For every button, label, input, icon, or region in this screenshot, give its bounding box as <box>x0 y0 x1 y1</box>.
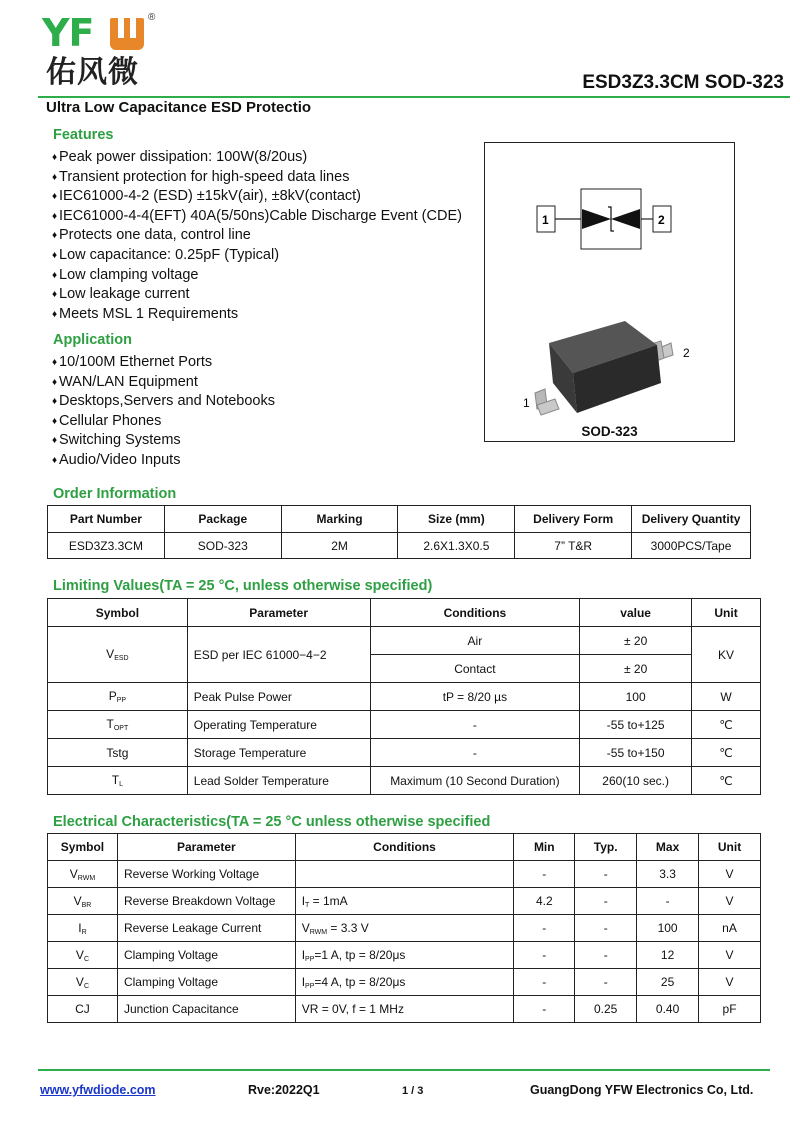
limiting-values-heading: Limiting Values(TA = 25 °C, unless otherwise specified) <box>53 578 433 594</box>
symbol-text: CJ <box>75 1001 90 1016</box>
registered-mark: ® <box>148 12 156 23</box>
list-item-text: WAN/LAN Equipment <box>59 373 198 390</box>
condition-text: V <box>301 920 310 935</box>
order-info-table <box>47 505 751 559</box>
package-diagram-box <box>484 142 735 442</box>
symbol-cell <box>48 969 118 996</box>
conditions-cell <box>295 861 514 888</box>
col-header: Typ. <box>575 834 637 861</box>
list-item <box>52 187 462 207</box>
bidirectional-tvs-symbol <box>537 189 671 249</box>
bullet-icon: ♦ <box>52 171 58 183</box>
typ-cell: 0.25 <box>575 996 637 1023</box>
parameter-cell: Operating Temperature <box>187 711 370 739</box>
parameter-cell: Lead Solder Temperature <box>187 767 370 795</box>
limiting-values-table <box>47 598 761 795</box>
condition-text: I <box>301 893 306 908</box>
bullet-icon: ♦ <box>52 308 58 320</box>
symbol-cell <box>48 767 188 795</box>
value-cell: -55 to+125 <box>580 711 692 739</box>
list-item <box>52 207 462 227</box>
parameter-cell: Junction Capacitance <box>117 996 295 1023</box>
unit-cell: ℃ <box>692 739 761 767</box>
list-item-text: Peak power dissipation: 100W(8/20us) <box>59 149 308 165</box>
max-cell: 12 <box>637 942 699 969</box>
symbol-text: V <box>75 947 84 962</box>
table-row <box>48 861 761 888</box>
parameter-cell: Reverse Breakdown Voltage <box>117 888 295 915</box>
header-divider <box>38 96 790 98</box>
list-item-text: Low leakage current <box>59 286 190 303</box>
table-cell: 7” T&R <box>515 533 632 559</box>
conditions-cell <box>295 969 514 996</box>
schematic-pin2-label: 2 <box>658 213 665 227</box>
symbol-text: V <box>69 866 78 881</box>
symbol-cell <box>48 942 118 969</box>
table-row <box>48 711 761 739</box>
symbol-subscript: C <box>83 955 89 963</box>
schematic-pin1-label: 1 <box>542 213 549 227</box>
bullet-icon: ♦ <box>52 210 58 222</box>
col-header: Size (mm) <box>398 506 515 533</box>
unit-cell: V <box>699 888 761 915</box>
symbol-subscript: L <box>119 781 124 788</box>
list-item-text: Protects one data, control line <box>59 227 251 244</box>
table-row <box>48 888 761 915</box>
unit-cell: nA <box>699 915 761 942</box>
symbol-subscript: RWM <box>77 874 96 882</box>
company-logo <box>42 12 162 92</box>
conditions-cell <box>295 996 514 1023</box>
package-label: SOD-323 <box>581 424 638 439</box>
table-header-row <box>48 599 761 627</box>
typ-cell: - <box>575 888 637 915</box>
footer-divider <box>38 1069 770 1071</box>
bullet-icon: ♦ <box>52 454 58 466</box>
symbol-text: V <box>73 893 82 908</box>
symbol-text: P <box>108 689 117 703</box>
list-item-text: Switching Systems <box>59 432 181 449</box>
list-item <box>52 392 275 412</box>
condition-text: = 1mA <box>309 893 348 908</box>
symbol-text: I <box>78 920 82 935</box>
bullet-icon: ♦ <box>52 376 58 388</box>
condition-subscript: PP <box>305 982 315 990</box>
col-header: Max <box>637 834 699 861</box>
value-cell: 100 <box>580 683 692 711</box>
table-row <box>48 627 761 655</box>
table-cell: SOD-323 <box>164 533 281 559</box>
unit-cell: ℃ <box>692 711 761 739</box>
col-header: Package <box>164 506 281 533</box>
bullet-icon: ♦ <box>52 415 58 427</box>
table-row <box>48 942 761 969</box>
website-link[interactable]: www.yfwdiode.com <box>40 1083 156 1097</box>
table-header-row <box>48 506 751 533</box>
col-header: Parameter <box>117 834 295 861</box>
symbol-cell <box>48 915 118 942</box>
unit-cell: V <box>699 861 761 888</box>
electrical-characteristics-heading: Electrical Characteristics(TA = 25 °C unless otherwise specified <box>53 814 491 830</box>
unit-cell: V <box>699 969 761 996</box>
symbol-cell <box>48 996 118 1023</box>
col-header: Parameter <box>187 599 370 627</box>
max-cell: 25 <box>637 969 699 996</box>
unit-cell: KV <box>692 627 761 683</box>
logo-text: YF <box>42 11 94 55</box>
logo-mark <box>110 18 144 50</box>
condition-text: =4 A, tp = 8/20μs <box>314 974 406 989</box>
list-item <box>52 285 462 305</box>
bullet-icon: ♦ <box>52 435 58 447</box>
conditions-cell: tP = 8/20 µs <box>370 683 580 711</box>
typ-cell: - <box>575 915 637 942</box>
condition-subscript: T <box>305 901 310 909</box>
list-item-text: Audio/Video Inputs <box>59 451 181 468</box>
col-header: Delivery Quantity <box>632 506 751 533</box>
col-header: Min <box>514 834 575 861</box>
bullet-icon: ♦ <box>52 152 58 163</box>
condition-text: =1 A, tp = 8/20μs <box>314 947 406 962</box>
list-item <box>52 373 275 393</box>
col-header: Marking <box>281 506 398 533</box>
list-item-text: Desktops,Servers and Notebooks <box>59 393 275 410</box>
value-cell: ± 20 <box>580 655 692 683</box>
table-row <box>48 767 761 795</box>
conditions-cell: - <box>370 711 580 739</box>
symbol-subscript: OPT <box>113 725 129 732</box>
bullet-icon: ♦ <box>52 269 58 281</box>
symbol-cell <box>48 683 188 711</box>
symbol-cell <box>48 711 188 739</box>
bullet-icon: ♦ <box>52 357 58 368</box>
col-header: value <box>580 599 692 627</box>
features-heading: Features <box>53 127 114 143</box>
sod323-package-image <box>535 321 673 415</box>
min-cell: 4.2 <box>514 888 575 915</box>
bullet-icon: ♦ <box>52 191 58 203</box>
conditions-cell: Contact <box>370 655 580 683</box>
revision-text: Rve:2022Q1 <box>248 1083 320 1097</box>
max-cell: 3.3 <box>637 861 699 888</box>
min-cell: - <box>514 969 575 996</box>
typ-cell: - <box>575 942 637 969</box>
list-item <box>52 266 462 286</box>
symbol-subscript: R <box>81 928 87 936</box>
list-item <box>52 451 275 471</box>
symbol-text: T <box>106 717 114 731</box>
conditions-cell: - <box>370 739 580 767</box>
list-item <box>52 305 462 325</box>
document-subtitle: Ultra Low Capacitance ESD Protectio <box>46 99 312 116</box>
max-cell: 100 <box>637 915 699 942</box>
col-header: Conditions <box>370 599 580 627</box>
schematic-and-package-drawing <box>485 143 736 423</box>
parameter-cell: Storage Temperature <box>187 739 370 767</box>
package-pin2-label: 2 <box>683 346 690 360</box>
unit-cell: pF <box>699 996 761 1023</box>
list-item-text: IEC61000-4-2 (ESD) ±15kV(air), ±8kV(contact) <box>59 188 361 205</box>
list-item <box>52 246 462 266</box>
min-cell: - <box>514 915 575 942</box>
application-heading: Application <box>53 332 132 348</box>
conditions-cell: Air <box>370 627 580 655</box>
bullet-icon: ♦ <box>52 289 58 301</box>
condition-text: I <box>301 974 306 989</box>
parameter-cell: Peak Pulse Power <box>187 683 370 711</box>
symbol-text: V <box>75 974 84 989</box>
parameter-cell: Reverse Leakage Current <box>117 915 295 942</box>
electrical-characteristics-table <box>47 833 761 1023</box>
features-list <box>52 148 462 324</box>
bullet-icon: ♦ <box>52 396 58 408</box>
list-item-text: Cellular Phones <box>59 412 162 429</box>
parameter-cell: Clamping Voltage <box>117 942 295 969</box>
symbol-subscript: ESD <box>114 655 129 662</box>
list-item-text: Low clamping voltage <box>59 266 199 283</box>
min-cell: - <box>514 861 575 888</box>
col-header: Symbol <box>48 834 118 861</box>
symbol-cell <box>48 888 118 915</box>
max-cell: 0.40 <box>637 996 699 1023</box>
condition-subscript: PP <box>305 955 315 963</box>
value-cell: -55 to+150 <box>580 739 692 767</box>
table-cell: ESD3Z3.3CM <box>48 533 165 559</box>
electrical-table-body <box>48 861 761 1023</box>
table-row <box>48 533 751 559</box>
bullet-icon: ♦ <box>52 230 58 242</box>
table-row <box>48 739 761 767</box>
symbol-cell <box>48 627 188 683</box>
conditions-cell <box>295 915 514 942</box>
min-cell: - <box>514 942 575 969</box>
col-header: Unit <box>699 834 761 861</box>
min-cell: - <box>514 996 575 1023</box>
condition-text: VR = 0V, f = 1 MHz <box>301 1001 404 1016</box>
unit-cell: W <box>692 683 761 711</box>
table-row <box>48 969 761 996</box>
symbol-cell: Tstg <box>48 739 188 767</box>
parameter-cell: Reverse Working Voltage <box>117 861 295 888</box>
symbol-text: T <box>111 773 120 787</box>
table-cell: 2.6X1.3X0.5 <box>398 533 515 559</box>
company-name: GuangDong YFW Electronics Co, Ltd. <box>530 1083 754 1097</box>
list-item <box>52 168 462 188</box>
table-cell: 2M <box>281 533 398 559</box>
col-header: Symbol <box>48 599 188 627</box>
typ-cell: - <box>575 861 637 888</box>
list-item-text: 10/100M Ethernet Ports <box>59 354 213 370</box>
typ-cell: - <box>575 969 637 996</box>
symbol-subscript: C <box>83 982 89 990</box>
symbol-subscript: BR <box>81 901 92 909</box>
list-item <box>52 412 275 432</box>
value-cell: ± 20 <box>580 627 692 655</box>
condition-text: = 3.3 V <box>327 920 369 935</box>
table-cell: 3000PCS/Tape <box>632 533 751 559</box>
list-item <box>52 353 275 373</box>
symbol-text: V <box>106 647 115 661</box>
unit-cell: ℃ <box>692 767 761 795</box>
parameter-cell: Clamping Voltage <box>117 969 295 996</box>
unit-cell: V <box>699 942 761 969</box>
list-item-text: Low capacitance: 0.25pF (Typical) <box>59 246 280 263</box>
col-header: Delivery Form <box>515 506 632 533</box>
part-title: ESD3Z3.3CM SOD-323 <box>582 72 784 93</box>
value-cell: 260(10 sec.) <box>580 767 692 795</box>
page-number: 1 / 3 <box>402 1085 424 1097</box>
condition-text: I <box>301 947 306 962</box>
list-item-text: Meets MSL 1 Requirements <box>59 305 239 322</box>
symbol-subscript: PP <box>116 697 127 704</box>
conditions-cell: Maximum (10 Second Duration) <box>370 767 580 795</box>
list-item <box>52 226 462 246</box>
order-info-heading: Order Information <box>53 486 177 502</box>
table-row <box>48 915 761 942</box>
conditions-cell <box>295 942 514 969</box>
list-item <box>52 431 275 451</box>
symbol-cell <box>48 861 118 888</box>
bullet-icon: ♦ <box>52 249 58 261</box>
condition-subscript: RWM <box>309 928 328 936</box>
list-item <box>52 148 462 168</box>
col-header: Part Number <box>48 506 165 533</box>
logo-chinese-name: 佑风微 <box>46 55 139 90</box>
list-item-text: IEC61000-4-4(EFT) 40A(5/50ns)Cable Discharge Event (CDE) <box>59 207 462 224</box>
max-cell: - <box>637 888 699 915</box>
application-list <box>52 353 275 471</box>
table-row <box>48 996 761 1023</box>
col-header: Unit <box>692 599 761 627</box>
package-pin1-label: 1 <box>523 396 530 410</box>
parameter-cell: ESD per IEC 61000−4−2 <box>187 627 370 683</box>
table-header-row <box>48 834 761 861</box>
col-header: Conditions <box>295 834 514 861</box>
table-row <box>48 683 761 711</box>
conditions-cell <box>295 888 514 915</box>
list-item-text: Transient protection for high-speed data lines <box>59 168 350 185</box>
